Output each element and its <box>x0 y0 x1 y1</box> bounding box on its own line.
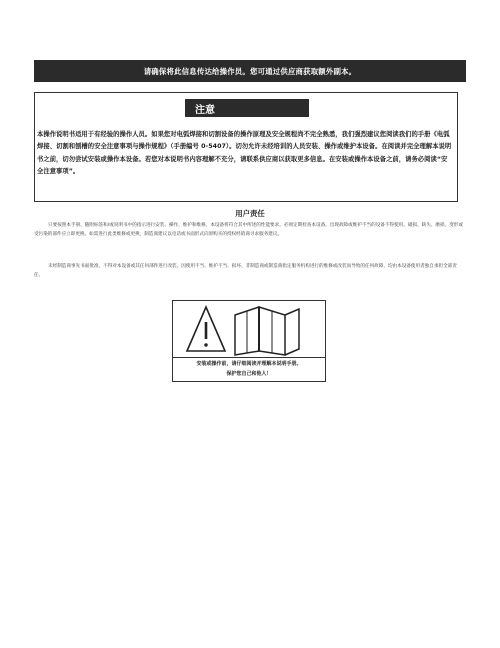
distribution-banner-text: 请确保将此信息传达给操作员。您可通过供应商获取额外副本。 <box>143 66 357 76</box>
notice-title <box>185 99 309 117</box>
user-responsibility-paragraph-1: 只要按照本手册、随附标签和/或说明书中的指示进行安装、操作、维护和维修，本设备将符合其中所述的性能要求。必须定期检查本设备。出现故障或维护不当的设备不得使用。破损、缺失、磨损、变形或受污染的部件应立即更换。如需进行此类维修或更换，制造商建议以电话或书面形式向原购买的授权经销商寻求服务建议。 <box>34 223 463 238</box>
notice-text: 本操作说明书适用于有经验的操作人员。如果您对电弧焊接和切割设备的操作原理及安全规程尚不完全熟悉，我们强烈建议您阅读我们的手册《电弧焊接、切割和刨槽的安全注意事项与操作规程》（手册编号 0-5407）。切勿允许未经培训的人员安装、操作或维护本设备。在阅读并完全理解本说明书之前，切勿尝试安装或操作本设备。若您对本说明书内容理解不充分，请联系供应商以获取更多信息。在安装或操作本设备之前，请务必阅读“安全注意事项”。 <box>37 131 452 175</box>
notice-title-text: 注意 <box>195 104 215 116</box>
open-book-icon <box>235 307 299 355</box>
warning-triangle-icon <box>187 307 225 351</box>
read-manual-warning-box <box>172 300 326 382</box>
user-responsibility-heading: 用户责任 <box>235 209 265 218</box>
notice-box <box>34 92 458 202</box>
warning-graphics <box>173 301 325 357</box>
warning-caption <box>173 357 325 381</box>
warning-caption-line-2: 保护您自己和他人！ <box>226 371 272 377</box>
warning-caption-line-1: 安装或操作前，请仔细阅读并理解本说明手册。 <box>196 361 302 367</box>
distribution-banner <box>34 60 466 82</box>
user-responsibility-paragraph-2: 未经制造商事先书面批准，不得对本设备或其任何部件进行改装。因使用不当、维护不当、损坏、非制造商或制造商指定服务机构进行的维修或改装而导致的任何故障，均由本设备使用者独自承担全部责任。 <box>34 264 457 279</box>
